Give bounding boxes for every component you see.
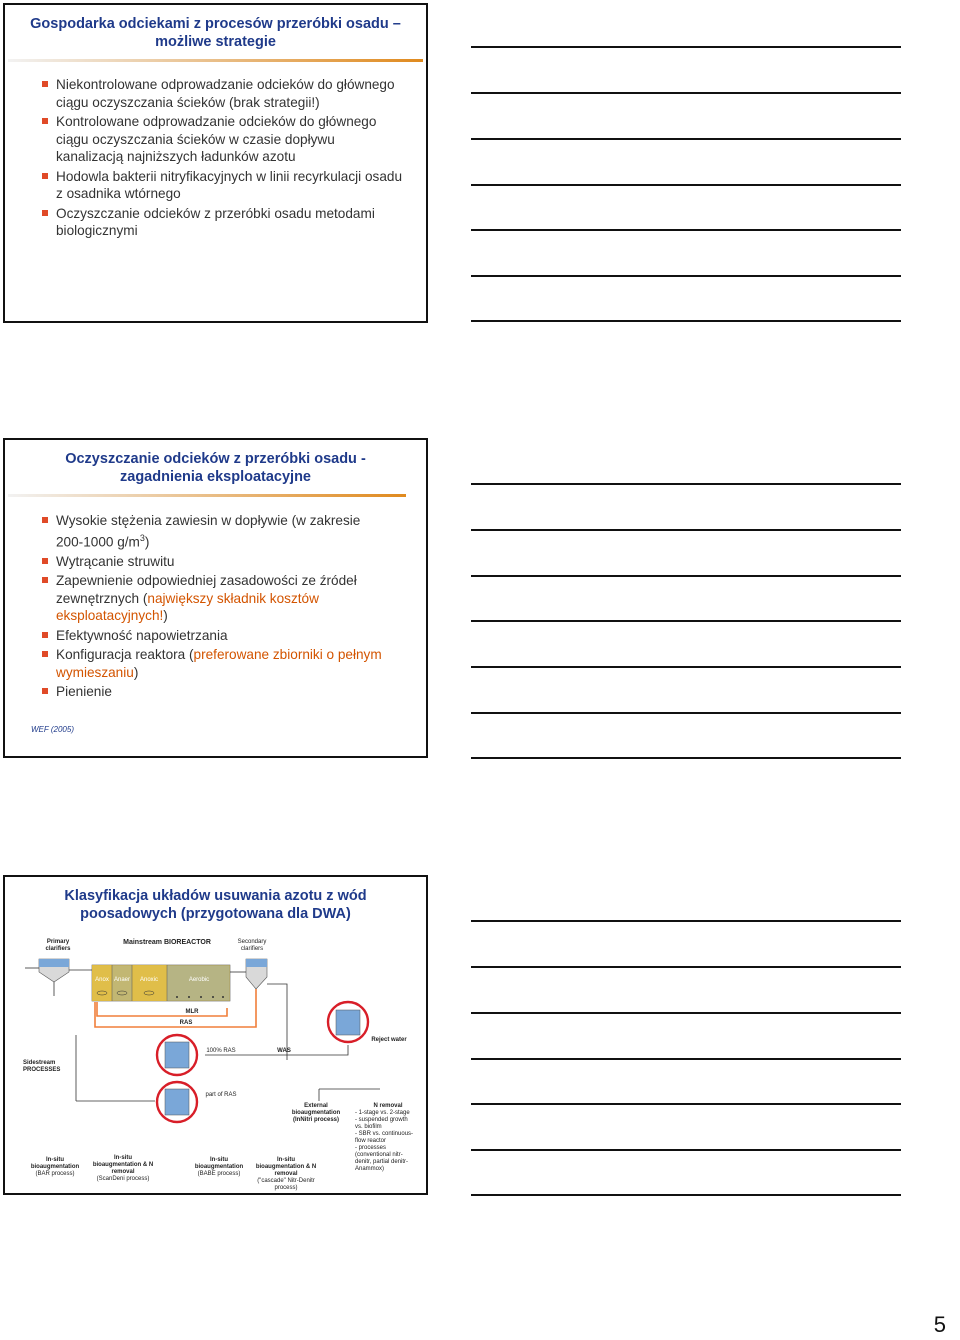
sidestream-reactor-2-icon: [157, 1082, 197, 1122]
bullet-square-icon: [42, 517, 48, 523]
notes-line: [471, 712, 901, 714]
notes-line: [471, 666, 901, 668]
slide-3-title-line1: Klasyfikacja układów usuwania azotu z wód: [64, 888, 367, 904]
notes-line: [471, 529, 901, 531]
list-item: Zapewnienie odpowiedniej zasadowości ze źródeł zewnętrznych (największy składnik kosztów eksploatacyjnych!): [5, 572, 426, 625]
zone-anox-label: Anox: [95, 977, 109, 983]
n-removal-block: [355, 1103, 421, 1173]
ras-100-label: 100% RAS: [206, 1048, 236, 1054]
slide-1-bullet-list: [5, 76, 426, 242]
mlr-label: MLR: [185, 1009, 199, 1015]
n-removal-item: Anammox): [355, 1166, 385, 1172]
insitu-bar-process: (BAR process): [35, 1171, 75, 1177]
bullet-square-icon: [42, 210, 48, 216]
notes-line: [471, 320, 901, 322]
ras-label: RAS: [179, 1020, 193, 1026]
sidestream-processes-label: Sidestream PROCESSES: [23, 1060, 61, 1073]
bullet-square-icon: [42, 118, 48, 124]
sidestream-reactor-1-icon: [157, 1035, 197, 1075]
insitu-babe-process: (BABE process): [197, 1171, 241, 1177]
page-number: 5: [933, 1312, 946, 1337]
insitu-bar-title: In-situ bioaugmentation: [30, 1157, 80, 1170]
reject-water-reactor-icon: [328, 1002, 368, 1042]
insitu-cascade-title: In-situ bioaugmentation & N removal: [255, 1157, 317, 1177]
slide-3-title: [5, 887, 426, 923]
list-item: Wysokie stężenia zawiesin w dopływie (w zakresie 200-1000 $g/m^3$): [5, 512, 426, 551]
mlr-line: [97, 1002, 227, 1016]
bullet-square-icon: [42, 632, 48, 638]
bullet-square-icon: [42, 577, 48, 583]
zone-aerobic-label: Aerobic: [188, 977, 210, 983]
slide-2-title-line2: zagadnienia eksploatacyjne: [120, 469, 311, 485]
primary-clarifiers-label: Primary clarifiers: [45, 939, 71, 952]
list-item: Kontrolowane odprowadzanie odcieków do głównego ciągu oczyszczania ścieków w czasie dopływu kanalizacją najniższych ładunków azotu: [5, 113, 426, 166]
bullet-square-icon: [42, 81, 48, 87]
external-bioaugmentation-block: [285, 1103, 347, 1124]
list-item: Niekontrolowane odprowadzanie odcieków do głównego ciągu oczyszczania ścieków (brak strategii!): [5, 76, 426, 111]
list-item: Efektywność napowietrzania: [5, 627, 426, 645]
insitu-cascade-block: [255, 1157, 317, 1192]
insitu-babe-title: In-situ bioaugmentation: [194, 1157, 244, 1170]
primary-clarifier-icon: [39, 959, 69, 996]
notes-line: [471, 966, 901, 968]
bullet-square-icon: [42, 558, 48, 564]
notes-line: [471, 275, 901, 277]
slide-1-title-line1: Gospodarka odciekami z procesów przeróbki osadu –: [30, 16, 401, 32]
secondary-clarifier-icon: [246, 959, 267, 989]
n-removal-item: - 1-stage vs. 2-stage: [355, 1110, 410, 1116]
notes-line: [471, 229, 901, 231]
notes-line: [471, 1149, 901, 1151]
notes-line: [471, 1103, 901, 1105]
source-note: WEF (2005): [31, 725, 74, 734]
notes-line: [471, 1058, 901, 1060]
title-divider: [8, 494, 406, 497]
notes-line: [471, 184, 901, 186]
notes-line: [471, 1194, 901, 1196]
slide-2-title-line1: Oczyszczanie odcieków z przeróbki osadu -: [65, 451, 366, 467]
notes-line: [471, 92, 901, 94]
notes-line: [471, 575, 901, 577]
external-bioaugmentation-process: (InNitri process): [292, 1117, 339, 1123]
insitu-scandeni-block: [91, 1155, 155, 1183]
n-removal-item: - processes: [355, 1145, 387, 1151]
n-removal-item: denitr, partial denitr-: [355, 1159, 409, 1165]
slide-2-title: [5, 450, 426, 486]
n-removal-item: flow reactor: [355, 1138, 387, 1144]
notes-line: [471, 46, 901, 48]
slide-3: [3, 875, 428, 1195]
bullet-square-icon: [42, 688, 48, 694]
insitu-babe-block: [191, 1157, 247, 1178]
bullet-square-icon: [42, 173, 48, 179]
notes-line: [471, 138, 901, 140]
list-item: Wytrącanie struwitu: [5, 553, 426, 571]
part-of-ras-label: part of RAS: [205, 1092, 237, 1098]
slide-2-bullet-list: [5, 512, 426, 703]
slide-1-title-line2: możliwe strategie: [155, 34, 276, 50]
n-removal-item: - SBR vs. continuous-: [355, 1131, 414, 1137]
external-bioaugmentation-title: External bioaugmentation: [291, 1103, 341, 1116]
notes-line: [471, 920, 901, 922]
slide-1: [3, 3, 428, 323]
notes-line: [471, 483, 901, 485]
zone-anaer-label: Anaer: [113, 977, 130, 983]
n-removal-item: - suspended growth: [355, 1117, 408, 1123]
bullet-square-icon: [42, 651, 48, 657]
n-removal-title: N removal: [373, 1103, 403, 1109]
was-label: WAS: [277, 1048, 291, 1054]
insitu-scandeni-process: (ScanDeni process): [96, 1176, 150, 1182]
slide-1-title: [5, 15, 426, 51]
notes-line: [471, 757, 901, 759]
list-item: Oczyszczanie odcieków z przeróbki osadu metodami biologicznymi: [5, 205, 426, 240]
mainstream-bioreactor-label: Mainstream BIOREACTOR: [123, 939, 211, 946]
notes-line: [471, 620, 901, 622]
zone-anoxic-label: Anoxic: [139, 977, 158, 983]
slide-3-title-line2: poosadowych (przygotowana dla DWA): [80, 906, 351, 922]
insitu-bar-block: [27, 1157, 83, 1178]
notes-line: [471, 1012, 901, 1014]
secondary-clarifiers-label: Secondary clarifiers: [237, 939, 267, 952]
insitu-scandeni-title: In-situ bioaugmentation & N removal: [92, 1155, 154, 1175]
insitu-cascade-process: ("cascade" Nitr-Denitr process): [257, 1178, 315, 1191]
list-item: Hodowla bakterii nitryfikacyjnych w linii recyrkulacji osadu z osadnika wtórnego: [5, 168, 426, 203]
list-item: Konfiguracja reaktora (preferowane zbiorniki o pełnym wymieszaniu): [5, 646, 426, 681]
n-removal-item: (conventional nitr-: [355, 1152, 403, 1158]
title-divider: [8, 59, 423, 62]
slide-2: [3, 438, 428, 758]
reject-water-label: Reject water: [371, 1037, 407, 1043]
list-item: Pienienie: [5, 683, 426, 701]
n-removal-item: vs. biofilm: [355, 1124, 382, 1130]
